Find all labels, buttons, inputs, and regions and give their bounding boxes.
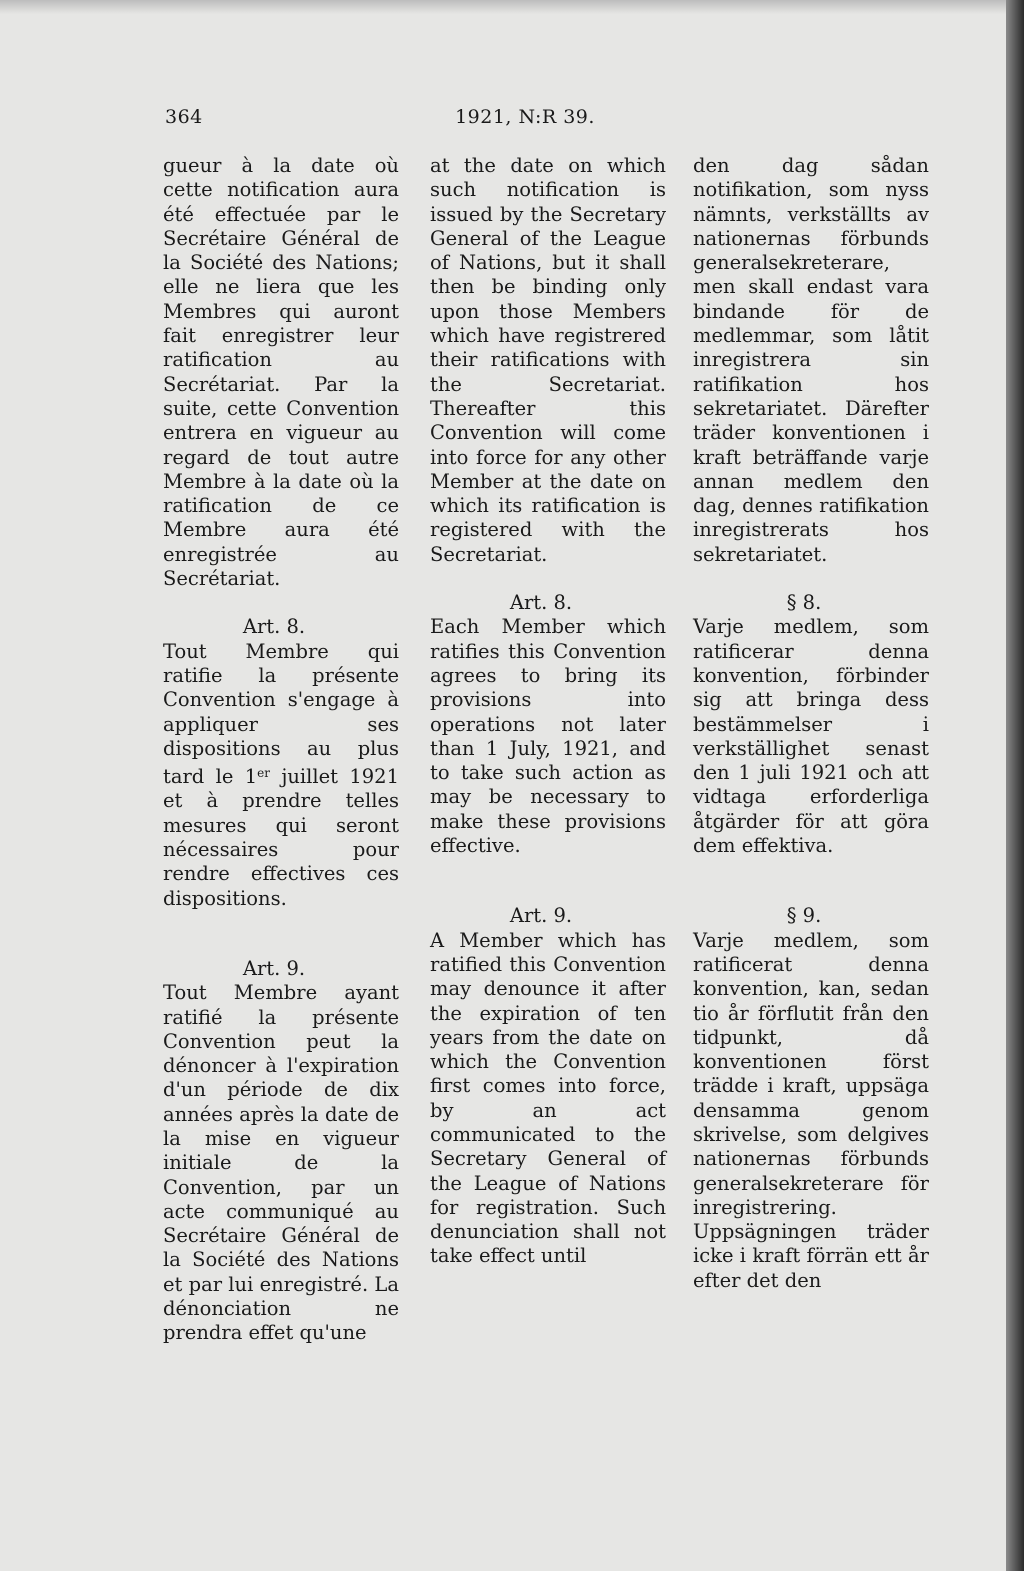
french-article-8-text-a: Tout Membre qui ratifie la présente Convention s'engage à appliquer ses dispositions au plus tard le 1 xyxy=(163,639,399,789)
english-article-8: Each Member which ratifies this Convention agrees to bring its provisions into operations not later than 1 July, 1921, and to take such action as may be necessary to make these provisions effective. xyxy=(430,615,666,858)
swedish-heading-section8: § 8. xyxy=(786,591,822,615)
english-article-9: A Member which has ratified this Convention may denounce it after the expiration of ten years from the date on which the Convention first comes into force, by an act communicated to the Secretary General of the League of Nations for registration. Such denunciation shall not take effect until xyxy=(430,928,666,1268)
french-heading-art8: Art. 8. xyxy=(242,615,306,639)
page-number: 364 xyxy=(165,106,203,128)
french-article-8-superscript: er xyxy=(257,766,270,781)
page-top-shadow xyxy=(0,0,1024,14)
french-paragraph-1: gueur à la date où cette notification aura été effectuée par le Secrétaire Général de la Société des Nations; elle ne liera que les Membres qui auront fait enregistrer leur ratification au Secrétariat. Par la suite, cette Convention entrera en vigueur au regard de tout autre Membre à la date où la ratification de ce Membre aura été enregistrée au Secrétariat. xyxy=(163,154,399,591)
french-heading-art9: Art. 9. xyxy=(242,956,306,980)
english-heading-art9: Art. 9. xyxy=(509,904,573,928)
page-binding-edge xyxy=(1006,0,1024,1571)
swedish-section-8: Varje medlem, som ratificerar denna konvention, förbinder sig att bringa dess bestämmelser i verkställighet senast den 1 juli 1921 och att vidtaga erforderliga åtgärder för att göra dem effektiva. xyxy=(693,615,929,858)
swedish-heading-section9: § 9. xyxy=(786,904,822,928)
swedish-paragraph-1: den dag sådan notifikation, som nyss nämnts, verkställts av nationernas förbunds generalsekreterare, men skall endast vara bindande för de medlemmar, som låtit inregistrera sin ratifikation hos sekretariatet. Därefter träder konventionen i kraft beträffande varje annan medlem den dag, dennes ratifikation inregistrerats hos sekretariatet. xyxy=(693,154,929,566)
swedish-section-9: Varje medlem, som ratificerat denna konvention, kan, sedan tio år förflutit från den tidpunkt, då konventionen först trädde i kraft, uppsäga densamma genom skrivelse, som delgives nationernas förbunds generalsekreterare för inregistrering. Uppsägningen träder icke i kraft förrän ett år efter det den xyxy=(693,928,929,1292)
column-english xyxy=(430,154,666,1269)
english-heading-art8: Art. 8. xyxy=(509,591,573,615)
column-french xyxy=(163,154,399,1346)
page-header-title: 1921, N:R 39. xyxy=(455,106,595,128)
column-swedish xyxy=(693,154,929,1293)
french-article-8-text-b: juillet 1921 et à prendre telles mesures qui seront nécessaires pour rendre effectives ces dispositions. xyxy=(163,765,399,910)
english-paragraph-1: at the date on which such notification is issued by the Secretary General of the League of Nations, but it shall then be binding only upon those Members which have registrered their ratifications with the Secretariat. Thereafter this Convention will come into force for any other Member at the date on which its ratification is registered with the Secretariat. xyxy=(430,154,666,566)
three-language-columns xyxy=(163,154,933,1554)
french-article-9: Tout Membre ayant ratifié la présente Convention peut la dénoncer à l'expiration d'un période de dix années après la date de la mise en vigueur initiale de la Convention, par un acte communiqué au Secrétaire Général de la Société des Nations et par lui enregistré. La dénonciation ne prendra effet qu'une xyxy=(163,981,399,1345)
french-article-8 xyxy=(163,640,399,911)
running-head xyxy=(165,106,935,136)
